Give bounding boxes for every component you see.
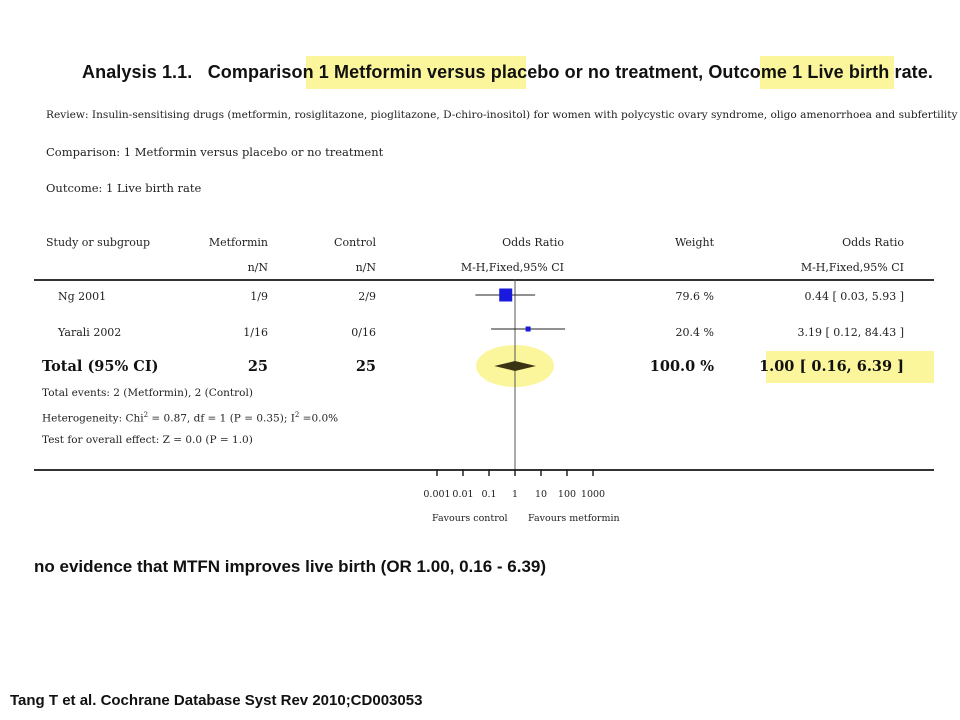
outcome-line: Outcome: 1 Live birth rate bbox=[46, 181, 202, 195]
total-weight: 100.0 % bbox=[649, 358, 714, 375]
overall-effect: Test for overall effect: Z = 0.0 (P = 1.0) bbox=[42, 434, 253, 446]
study-row-2-name: Yarali 2002 bbox=[58, 326, 122, 339]
title-comparison-name: Metformin versus placebo bbox=[334, 62, 560, 82]
axis-tick-label-2: 0.1 bbox=[481, 489, 497, 500]
study-row-2-metformin: 1/16 bbox=[243, 326, 268, 339]
header-study: Study or subgroup bbox=[46, 236, 150, 249]
title-prefix: Analysis 1.1. bbox=[82, 62, 193, 82]
total-events: Total events: 2 (Metformin), 2 (Control) bbox=[42, 387, 253, 399]
title-outcome-name: Live birth rate. bbox=[807, 62, 933, 82]
axis-tick-label-0: 0.001 bbox=[423, 489, 451, 500]
header-method-mid: M-H,Fixed,95% CI bbox=[460, 261, 564, 274]
study-row-1-metformin: 1/9 bbox=[250, 290, 268, 303]
conclusion-caption: no evidence that MTFN improves live birth (OR 1.00, 0.16 - 6.39) bbox=[34, 557, 547, 576]
title-comparison-word: Comparison 1 bbox=[207, 62, 329, 82]
study-row-2-control: 0/16 bbox=[351, 326, 376, 339]
total-control: 25 bbox=[355, 358, 376, 375]
study-row-2-weight: 20.4 % bbox=[675, 326, 714, 339]
header-nN-metformin: n/N bbox=[247, 261, 268, 274]
favours-control-label: Favours control bbox=[432, 513, 508, 524]
header-weight: Weight bbox=[675, 236, 714, 249]
header-odds-ratio: Odds Ratio bbox=[502, 236, 564, 249]
heterogeneity-sup-2: 2 bbox=[294, 411, 300, 419]
header-odds-ratio-right: Odds Ratio bbox=[842, 236, 904, 249]
study-row-1-ci: 0.44 [ 0.03, 5.93 ] bbox=[804, 290, 904, 303]
axis-tick-label-5: 100 bbox=[557, 489, 577, 500]
axis-tick-label-1: 0.01 bbox=[452, 489, 474, 500]
heterogeneity-sup-1: 2 bbox=[143, 411, 149, 419]
heterogeneity-label: Heterogeneity: Chi bbox=[42, 412, 144, 425]
favours-metformin-label: Favours metformin bbox=[528, 513, 620, 524]
header-nN-control: n/N bbox=[355, 261, 376, 274]
study-2-marker bbox=[526, 327, 531, 332]
study-1-marker bbox=[499, 289, 512, 302]
header-control: Control bbox=[334, 236, 376, 249]
study-row-1-name: Ng 2001 bbox=[58, 290, 107, 303]
total-metformin: 25 bbox=[247, 358, 268, 375]
axis-tick-label-6: 1000 bbox=[580, 489, 606, 500]
header-method-right: M-H,Fixed,95% CI bbox=[800, 261, 904, 274]
title-middle: or no treatment, Outcome 1 bbox=[564, 62, 803, 82]
study-row-1-weight: 79.6 % bbox=[675, 290, 714, 303]
header-metformin: Metformin bbox=[208, 236, 268, 249]
axis-tick-label-4: 10 bbox=[534, 489, 548, 500]
axis-tick-label-3: 1 bbox=[511, 489, 519, 500]
total-ci: 1.00 [ 0.16, 6.39 ] bbox=[759, 358, 904, 375]
heterogeneity-values: = 0.87, df = 1 (P = 0.35); I bbox=[148, 412, 295, 425]
comparison-line: Comparison: 1 Metformin versus placebo or no treatment bbox=[46, 145, 384, 159]
study-row-1-control: 2/9 bbox=[358, 290, 376, 303]
study-row-2-ci: 3.19 [ 0.12, 84.43 ] bbox=[797, 326, 904, 339]
total-label: Total (95% CI) bbox=[42, 358, 159, 375]
citation: Tang T et al. Cochrane Database Syst Rev 2010;CD003053 bbox=[10, 692, 423, 709]
review-line: Review: Insulin-sensitising drugs (metformin, rosiglitazone, pioglitazone, D-chiro-inositol) for women with polycystic ovary syndrome, oligo amenorrhoea and subfertility bbox=[46, 109, 958, 121]
heterogeneity-i2: =0.0% bbox=[299, 412, 339, 425]
